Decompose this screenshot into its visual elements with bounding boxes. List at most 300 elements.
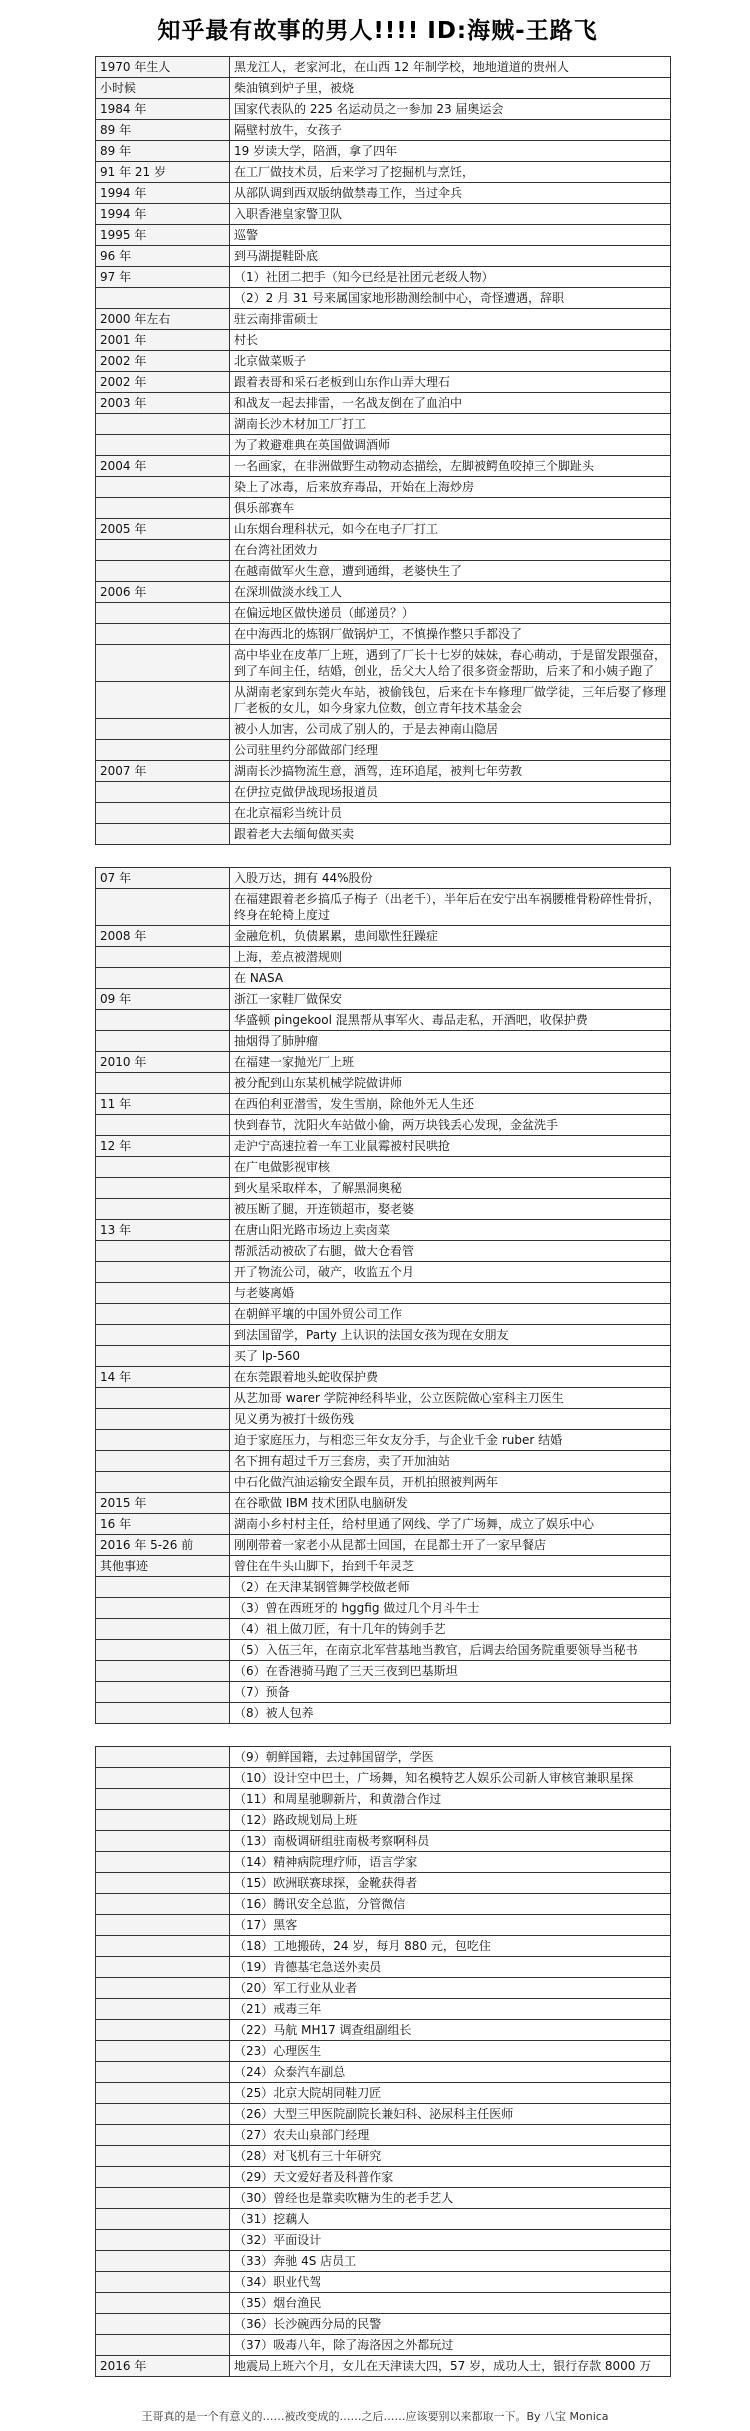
date-cell [96,624,230,645]
date-cell: 16 年 [96,1514,230,1535]
table-row [96,1409,671,1430]
table-row [96,1325,671,1346]
date-cell [96,1598,230,1619]
date-cell [96,1810,230,1831]
footer-caption: 王哥真的是一个有意义的……被改变成的……之后……应该要别以来都取一下。By 八宝 Monica [141,2410,609,2423]
table-row [96,2146,671,2167]
table-gap-row [96,845,671,868]
event-cell: （14）精神病院理疗师，语言学家 [230,1852,671,1873]
date-cell [96,1768,230,1789]
table-row [96,414,671,435]
table-row [96,2167,671,2188]
date-cell [96,1661,230,1682]
event-cell: 在 NASA [230,968,671,989]
table-row [96,519,671,540]
event-cell: 到火星采取样本，了解黑洞奥秘 [230,1178,671,1199]
date-cell [96,682,230,719]
event-cell: 村长 [230,330,671,351]
table-row [96,141,671,162]
date-cell: 2004 年 [96,456,230,477]
table-row [96,1304,671,1325]
table-row [96,1451,671,1472]
table-row [96,1220,671,1241]
event-cell: 快到春节，沈阳火车站做小偷，两万块钱丢心发现，金盆洗手 [230,1115,671,1136]
biography-table [95,56,671,2377]
date-cell [96,2314,230,2335]
table-row [96,2272,671,2293]
date-cell [96,1472,230,1493]
event-cell: 俱乐部赛车 [230,498,671,519]
table-row [96,162,671,183]
table-row [96,372,671,393]
table-row [96,1831,671,1852]
table-row [96,2062,671,2083]
table-row [96,1472,671,1493]
event-cell: 在东莞跟着地头蛇收保护费 [230,1367,671,1388]
event-cell: （27）农夫山泉部门经理 [230,2125,671,2146]
event-cell: 高中毕业在皮革厂上班，遇到了厂长十七岁的妹妹，春心萌动，于是留发跟强奋，到了车间主任，结婚，创业，岳父大人给了很多资金帮助，后来了和小姨子跑了 [230,645,671,682]
table-row [96,1388,671,1409]
table-row [96,2125,671,2146]
table-row [96,782,671,803]
table-row [96,1010,671,1031]
table-row [96,1978,671,1999]
event-cell: （36）长沙碗西分局的民警 [230,2314,671,2335]
event-cell: 买了 lp-560 [230,1346,671,1367]
event-cell: （7）预备 [230,1682,671,1703]
event-cell: 在北京福彩当统计员 [230,803,671,824]
event-cell: 走沪宁高速拉着一车工业鼠霉被村民哄抢 [230,1136,671,1157]
table-row [96,1789,671,1810]
date-cell [96,1262,230,1283]
table-row [96,1661,671,1682]
table-row [96,2356,671,2377]
table-row [96,1430,671,1451]
event-cell: 一名画家，在非洲做野生动物动态描绘，左脚被鳄鱼咬掉三个脚趾头 [230,456,671,477]
date-cell: 小时候 [96,78,230,99]
table-row [96,1199,671,1220]
event-cell: （4）祖上做刀匠，有十几年的铸剑手艺 [230,1619,671,1640]
date-cell [96,1178,230,1199]
date-cell: 2002 年 [96,372,230,393]
date-cell [96,498,230,519]
event-cell: （11）和周星驰聊新片，和黄渤合作过 [230,1789,671,1810]
table-row [96,1031,671,1052]
event-cell: （35）烟台渔民 [230,2293,671,2314]
event-cell: （37）吸毒八年，除了海洛因之外都玩过 [230,2335,671,2356]
table-row [96,1535,671,1556]
table-row [96,1703,671,1724]
event-cell: （2）2 月 31 号来属国家地形勘测绘制中心，奇怪遭遇，辞职 [230,288,671,309]
table-row [96,645,671,682]
event-cell: 在朝鲜平壤的中国外贸公司工作 [230,1304,671,1325]
table-row [96,309,671,330]
event-cell: 柴油镇到炉子里，被烧 [230,78,671,99]
event-cell: （9）朝鲜国籍，去过韩国留学，学医 [230,1747,671,1768]
page-title [95,0,660,56]
event-cell: （16）腾讯安全总监，分管微信 [230,1894,671,1915]
event-cell: 在偏远地区做快递员（邮递员？） [230,603,671,624]
table-row [96,99,671,120]
event-cell: 湖南长沙搞物流生意，酒驾，连环追尾，被判七年劳教 [230,761,671,782]
date-cell [96,1619,230,1640]
date-cell [96,782,230,803]
event-cell: （17）黑客 [230,1915,671,1936]
table-row [96,2104,671,2125]
event-cell: 开了物流公司，破产，收监五个月 [230,1262,671,1283]
date-cell [96,561,230,582]
date-cell: 2010 年 [96,1052,230,1073]
table-row [96,989,671,1010]
event-cell: 山东烟台理科状元，如今在电子厂打工 [230,519,671,540]
date-cell: 07 年 [96,868,230,889]
date-cell [96,719,230,740]
table-row [96,1136,671,1157]
table-gap-row [96,1724,671,1747]
event-cell: （23）心理医生 [230,2041,671,2062]
table-row [96,761,671,782]
date-cell: 1995 年 [96,225,230,246]
date-cell [96,889,230,926]
date-cell: 89 年 [96,141,230,162]
table-row [96,1915,671,1936]
date-cell [96,645,230,682]
event-cell: 在西伯利亚潜雪，发生雪崩，除他外无人生还 [230,1094,671,1115]
event-cell: 从艺加哥 warer 学院神经科毕业，公立医院做心室科主刀医生 [230,1388,671,1409]
table-row [96,2230,671,2251]
date-cell: 1994 年 [96,204,230,225]
table-row [96,498,671,519]
table-row [96,1768,671,1789]
table-row [96,824,671,845]
table-row [96,603,671,624]
table-row [96,1682,671,1703]
date-cell: 2016 年 5-26 前 [96,1535,230,1556]
table-row [96,947,671,968]
event-cell: （32）平面设计 [230,2230,671,2251]
event-cell: （21）戒毒三年 [230,1999,671,2020]
event-cell: 帮派活动被砍了右腿，做大仓看管 [230,1241,671,1262]
table-row [96,968,671,989]
table-row [96,582,671,603]
table-row [96,288,671,309]
event-cell: 在台湾社团效力 [230,540,671,561]
event-cell: （29）天文爱好者及科普作家 [230,2167,671,2188]
event-cell: 在福建一家抛光厂上班 [230,1052,671,1073]
table-row [96,2020,671,2041]
date-cell [96,1747,230,1768]
date-cell [96,603,230,624]
event-cell: 到法国留学，Party 上认识的法国女孩为现在女朋友 [230,1325,671,1346]
event-cell: （24）众泰汽车副总 [230,2062,671,2083]
date-cell [96,435,230,456]
date-cell [96,1577,230,1598]
date-cell: 11 年 [96,1094,230,1115]
event-cell: （8）被人包养 [230,1703,671,1724]
event-cell: 跟着老大去缅甸做买卖 [230,824,671,845]
table-row [96,1157,671,1178]
date-cell: 13 年 [96,1220,230,1241]
title-left: 知乎最有故事的男人!!!! [157,17,420,44]
event-cell: 从部队调到西双版纳做禁毒工作，当过伞兵 [230,183,671,204]
date-cell [96,1451,230,1472]
event-cell: （20）军工行业从业者 [230,1978,671,1999]
event-cell: 在深圳做淡水线工人 [230,582,671,603]
event-cell: 在福建跟着老乡搞瓜子梅子（出老千），半年后在安宁出车祸腰椎骨粉碎性骨折，终身在轮椅上度过 [230,889,671,926]
date-cell: 2016 年 [96,2356,230,2377]
event-cell: 在工厂做技术员，后来学习了挖掘机与烹饪， [230,162,671,183]
table-row [96,2209,671,2230]
date-cell [96,968,230,989]
date-cell: 2005 年 [96,519,230,540]
table-row [96,926,671,947]
event-cell: 在谷歌做 IBM 技术团队电脑研发 [230,1493,671,1514]
table-row [96,1598,671,1619]
event-cell: （1）社团二把手（知今已经是社团元老级人物） [230,267,671,288]
date-cell: 2003 年 [96,393,230,414]
event-cell: 隔壁村放牛，女孩子 [230,120,671,141]
date-cell [96,1873,230,1894]
date-cell [96,2293,230,2314]
date-cell [96,1031,230,1052]
table-row [96,435,671,456]
event-cell: （10）设计空中巴士，广场舞，知名模特艺人娱乐公司新人审核官兼职星探 [230,1768,671,1789]
table-row [96,2041,671,2062]
table-row [96,1493,671,1514]
event-cell: 在越南做军火生意，遭到通缉，老婆快生了 [230,561,671,582]
date-cell [96,1957,230,1978]
table-row [96,2314,671,2335]
date-cell: 2000 年左右 [96,309,230,330]
event-cell: （30）曾经也是靠卖吹糖为生的老手艺人 [230,2188,671,2209]
title-right: ID:海贼-王路飞 [427,17,598,44]
event-cell: 黑龙江人，老家河北，在山西 12 年制学校，地地道道的贵州人 [230,57,671,78]
date-cell [96,2083,230,2104]
event-cell: 被压断了腿，开连锁超市，娶老婆 [230,1199,671,1220]
date-cell [96,947,230,968]
event-cell: 被小人加害，公司成了别人的，于是去神南山隐居 [230,719,671,740]
event-cell: 在伊拉克做伊战现场报道员 [230,782,671,803]
event-cell: （5）入伍三年，在南京北军营基地当教官，后调去给国务院重要领导当秘书 [230,1640,671,1661]
table-row [96,803,671,824]
table-row [96,1052,671,1073]
table-row [96,889,671,926]
table-row [96,57,671,78]
date-cell: 1994 年 [96,183,230,204]
event-cell: （2）在天津某钢管舞学校做老师 [230,1577,671,1598]
date-cell: 09 年 [96,989,230,1010]
date-cell [96,1978,230,1999]
event-cell: 华盛顿 pingekool 混黑帮从事军火、毒品走私，开酒吧，收保护费 [230,1010,671,1031]
date-cell [96,540,230,561]
table-body [96,57,671,2377]
event-cell: （13）南极调研组驻南极考察啊科员 [230,1831,671,1852]
table-row [96,1094,671,1115]
date-cell: 1984 年 [96,99,230,120]
table-row [96,267,671,288]
event-cell: 北京做菜贩子 [230,351,671,372]
table-row [96,1619,671,1640]
table-row [96,1852,671,1873]
event-cell: 中石化做汽油运输安全跟车员，开机拍照被判两年 [230,1472,671,1493]
date-cell [96,477,230,498]
date-cell [96,1325,230,1346]
table-row [96,1115,671,1136]
table-row [96,477,671,498]
event-cell: 国家代表队的 225 名运动员之一参加 23 届奥运会 [230,99,671,120]
date-cell [96,2104,230,2125]
table-row [96,2335,671,2356]
table-row [96,1367,671,1388]
date-cell: 89 年 [96,120,230,141]
date-cell [96,740,230,761]
table-row [96,2293,671,2314]
date-cell [96,2272,230,2293]
table-row [96,1178,671,1199]
table-row [96,78,671,99]
table-row [96,1577,671,1598]
table-row [96,1747,671,1768]
table-row [96,393,671,414]
date-cell [96,1789,230,1810]
date-cell [96,2251,230,2272]
date-cell [96,1430,230,1451]
date-cell [96,1073,230,1094]
event-cell: （6）在香港骑马跑了三天三夜到巴基斯坦 [230,1661,671,1682]
date-cell [96,1241,230,1262]
event-cell: 与老婆离婚 [230,1283,671,1304]
date-cell [96,2230,230,2251]
event-cell: （19）肯德基宅急送外卖员 [230,1957,671,1978]
table-row [96,719,671,740]
event-cell: 被分配到山东某机械学院做讲师 [230,1073,671,1094]
event-cell: 为了救避难典在英国做调酒师 [230,435,671,456]
date-cell [96,1010,230,1031]
event-cell: 上海，差点被潜规则 [230,947,671,968]
event-cell: 入股万达，拥有 44%股份 [230,868,671,889]
date-cell [96,2020,230,2041]
table-row [96,225,671,246]
date-cell: 14 年 [96,1367,230,1388]
table-row [96,2188,671,2209]
event-cell: 19 岁读大学，陪酒，拿了四年 [230,141,671,162]
event-cell: 刚刚带着一家老小从昆都士回国，在昆都士开了一家早餐店 [230,1535,671,1556]
date-cell [96,2167,230,2188]
date-cell [96,1157,230,1178]
date-cell: 1970 年生人 [96,57,230,78]
event-cell: （3）曾在西班牙的 hggfig 做过几个月斗牛士 [230,1598,671,1619]
table-row [96,1073,671,1094]
date-cell [96,803,230,824]
event-cell: 迫于家庭压力，与相恋三年女友分手，与企业千金 ruber 结婚 [230,1430,671,1451]
table-row [96,1346,671,1367]
table-row [96,1873,671,1894]
table-row [96,1936,671,1957]
table-row [96,624,671,645]
table-row [96,120,671,141]
date-cell [96,1388,230,1409]
date-cell [96,1283,230,1304]
date-cell [96,1409,230,1430]
event-cell: （28）对飞机有三十年研究 [230,2146,671,2167]
table-row [96,1810,671,1831]
event-cell: 和战友一起去排雷，一名战友倒在了血泊中 [230,393,671,414]
event-cell: 公司驻里约分部做部门经理 [230,740,671,761]
date-cell [96,1852,230,1873]
table-row [96,1640,671,1661]
date-cell [96,1199,230,1220]
table-row [96,1556,671,1577]
table-row [96,183,671,204]
event-cell: 巡警 [230,225,671,246]
event-cell: 湖南小乡村村主任，给村里通了网线、学了广场舞，成立了娱乐中心 [230,1514,671,1535]
table-row [96,540,671,561]
event-cell: （34）职业代驾 [230,2272,671,2293]
table-row [96,204,671,225]
date-cell [96,2062,230,2083]
date-cell: 12 年 [96,1136,230,1157]
table-row [96,2251,671,2272]
table-row [96,1957,671,1978]
event-cell: （25）北京大院胡同鞋刀匠 [230,2083,671,2104]
table-row [96,868,671,889]
table-row [96,1241,671,1262]
event-cell: 曾住在牛头山脚下，抬到千年灵芝 [230,1556,671,1577]
event-cell: 从湖南老家到东莞火车站，被偷钱包，后来在卡车修理厂做学徒，三年后娶了修理厂老板的女儿，如今身家九位数，创立青年技术基金会 [230,682,671,719]
event-cell: 驻云南排雷硕士 [230,309,671,330]
event-cell: 到马湖提鞋卧底 [230,246,671,267]
event-cell: 在唐山阳光路市场边上卖卤菜 [230,1220,671,1241]
table-row [96,1999,671,2020]
date-cell [96,1831,230,1852]
date-cell: 2006 年 [96,582,230,603]
table-row [96,682,671,719]
table-row [96,561,671,582]
date-cell [96,2209,230,2230]
date-cell [96,1894,230,1915]
date-cell [96,2041,230,2062]
date-cell [96,1915,230,1936]
document-sheet [95,0,667,2377]
table-row [96,2083,671,2104]
date-cell: 2002 年 [96,351,230,372]
event-cell: 金融危机，负债累累，患间歇性狂躁症 [230,926,671,947]
event-cell: 地震局上班六个月，女儿在天津读大四，57 岁，成功人士，银行存款 8000 万 [230,2356,671,2377]
table-row [96,1283,671,1304]
date-cell: 2007 年 [96,761,230,782]
event-cell: 名下拥有超过千万三套房，卖了开加油站 [230,1451,671,1472]
gap-cell [96,845,671,868]
date-cell [96,1346,230,1367]
date-cell [96,414,230,435]
table-row [96,740,671,761]
event-cell: 浙江一家鞋厂做保安 [230,989,671,1010]
date-cell [96,1304,230,1325]
event-cell: 染上了冰毒，后来放弃毒品，开始在上海炒房 [230,477,671,498]
event-cell: （26）大型三甲医院副院长兼妇科、泌尿科主任医师 [230,2104,671,2125]
date-cell [96,1115,230,1136]
event-cell: 跟着表哥和采石老板到山东作山弄大理石 [230,372,671,393]
date-cell: 2008 年 [96,926,230,947]
date-cell [96,824,230,845]
date-cell [96,1936,230,1957]
event-cell: 见义勇为被打十级伤残 [230,1409,671,1430]
date-cell: 2015 年 [96,1493,230,1514]
event-cell: 在中海西北的炼钢厂做锅炉工，不慎操作整只手都没了 [230,624,671,645]
date-cell: 96 年 [96,246,230,267]
date-cell: 97 年 [96,267,230,288]
table-row [96,351,671,372]
